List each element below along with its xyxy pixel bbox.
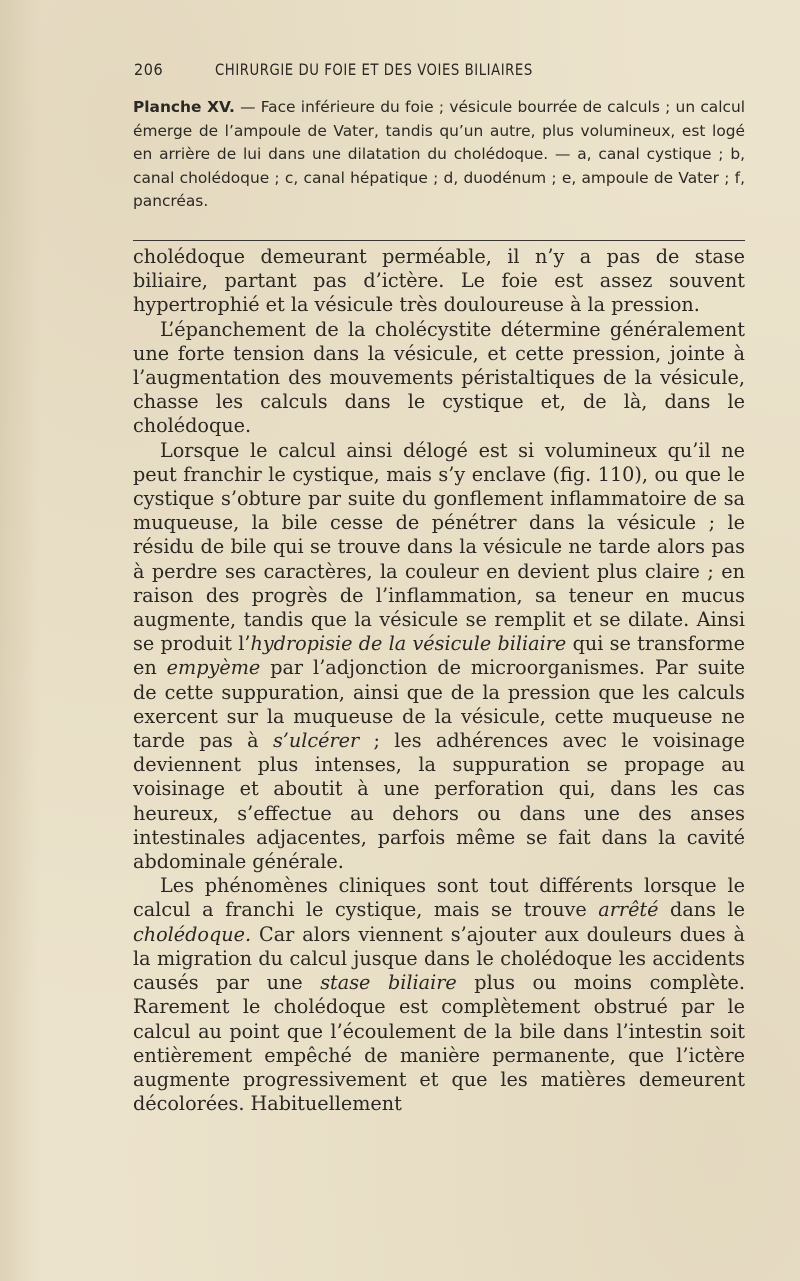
plate-caption-text: — Face inférieure du foie ; vésicule bourrée de calculs ; un calcul émerge de l’ampoule de Vater, tandis qu’un autre, plus volumineux, est logé en arrière de lui dans une dilatation du cholédoque. — a, canal cystique ; b, canal cholédoque ; c, canal hépatique ; d, duodénum ; e, ampoule de Vater ; f, pancréas. [133,98,745,211]
paragraph-3-text-a: Lorsque le calcul ainsi délogé est si volumineux qu’il ne peut franchir le cystique, mais s’y enclave (fig. 110), ou que le cystique s’obture par suite du gonflement inflammatoire de sa muqueuse, la bile cesse de pénétrer dans la vésicule ; le résidu de bile qui se trouve dans la vésicule ne tarde alors pas à perdre ses caractères, la couleur en devient plus claire ; en raison des progrès de l’inflammation, sa teneur en mucus augmente, tandis que la vésicule se remplit et se dilate. Ainsi se produit l’ [133,438,745,656]
paragraph-4-text-b: dans le [658,898,745,922]
paragraph-2: L’épanchement de la cholécystite détermine généralement une forte tension dans la vésicule, et cette pression, jointe à l’augmentation des mouvements péristaltiques de la vésicule, chasse les calculs dans le cystique et, de là, dans le cholédoque. [133,317,745,438]
running-title: CHIRURGIE DU FOIE ET DES VOIES BILIAIRES [215,60,533,79]
page-number: 206 [134,60,164,79]
paragraph-4-text-d: plus ou moins complète. Rarement le cholédoque est complètement obstrué par le calcul au point que l’écoulement de la bile dans l’intestin soit entièrement empêché de manière permanente, que l’ictère augmente progressivement et que les matières demeurent décolorées. Habituellement [133,971,745,1116]
term-empyeme: empyème [166,656,261,680]
paragraph-3-text-d: ; les adhérences avec le voisinage deviennent plus intenses, la suppuration se propage au voisinage et aboutit à une perforation qui, dans les cas heureux, s’effectue au dehors ou dans une des anses intestinales adjacentes, parfois même se fait dans la cavité abdominale générale. [133,729,746,874]
term-choledoque: cholédoque. [133,922,252,946]
paragraph-3-text-b: qui se transforme en [133,632,745,680]
paragraph-3 [133,439,745,875]
term-stase-biliaire: stase biliaire [320,971,457,995]
paragraph-4-text-a: Les phénomènes cliniques sont tout différents lorsque le calcul a franchi le cystique, mais se trouve [133,874,745,922]
term-hydropisie: hydropisie de la vésicule biliaire [250,632,567,656]
term-arrete: arrêté [598,898,659,922]
body-text [133,245,745,1116]
caption-divider [133,240,745,241]
running-head [133,60,745,84]
paragraph-3-text-c: par l’adjonction de microorganismes. Par suite de cette suppuration, ainsi que de la pression que les calculs exercent sur la muqueuse de la vésicule, cette muqueuse ne tarde pas à [133,656,745,753]
paragraph-1: cholédoque demeurant perméable, il n’y a pas de stase biliaire, partant pas d’ictère. Le foie est assez souvent hypertrophié et la vésicule très douloureuse à la pression. [133,245,745,317]
plate-label: Planche XV. [133,98,235,116]
paragraph-4 [133,874,745,1116]
term-ulcerer: s’ulcérer [272,729,360,753]
paragraph-4-text-c: Car alors viennent s’ajouter aux douleurs dues à la migration du calcul jusque dans le cholédoque les accidents causés par une [133,922,745,995]
plate-caption [133,96,745,214]
